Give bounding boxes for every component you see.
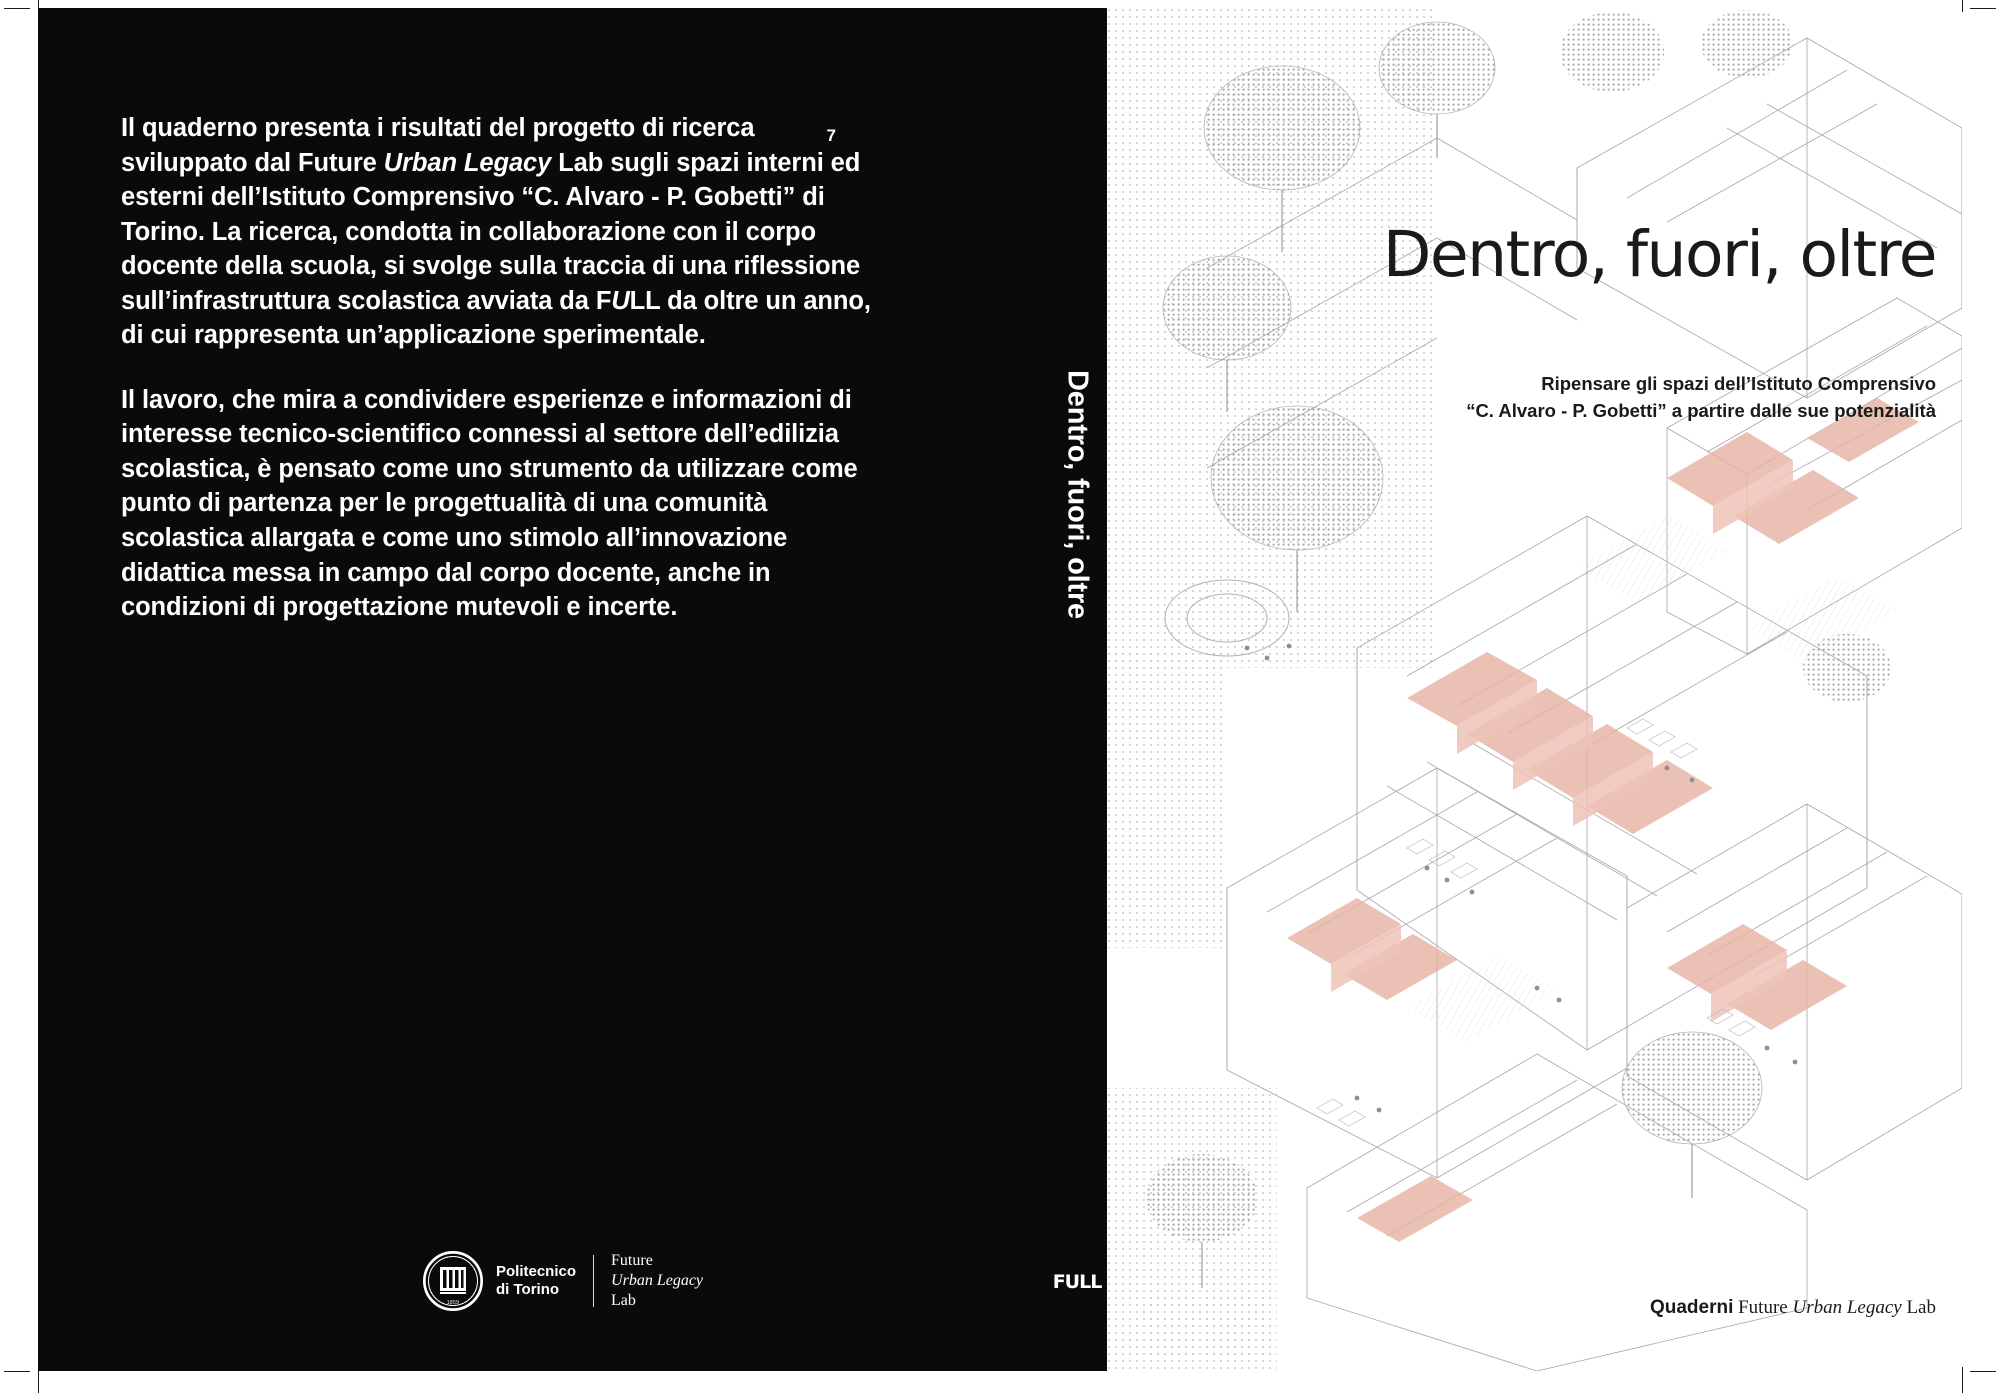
back-cover-panel <box>38 8 1047 1371</box>
full-lab-wordmark <box>611 1251 703 1311</box>
seal-year: 1859 <box>446 1300 460 1306</box>
series-label <box>1650 1297 1936 1319</box>
book-spine <box>1047 8 1107 1371</box>
blurb-run: LL <box>629 286 661 315</box>
lockup-divider <box>593 1255 594 1307</box>
blurb-run: Lab sugli spazi interni ed esterni dell’Istituto Comprensivo “C. Alvaro - P. Gobetti” di Torino. La ricerca, condotta in collaborazione con il corpo docente della scuola, si svolge sulla traccia di una riflessione sull’infrastruttura scolastica avviata da F <box>121 148 861 315</box>
crop-mark-bottom-left-h <box>4 1371 30 1372</box>
page-number: 7 <box>826 126 836 145</box>
full-line1: Future <box>611 1252 653 1269</box>
cover-subtitle-line2: “C. Alvaro - P. Gobetti” a partire dalle sue potenzialità <box>1466 399 1936 421</box>
series-label-future: Future <box>1733 1297 1793 1318</box>
spine-title: Dentro, fuori, oltre <box>1061 370 1094 619</box>
politecnico-line2: di Torino <box>496 1281 560 1298</box>
crop-mark-top-right-v <box>1962 0 1963 12</box>
politecnico-line1: Politecnico <box>496 1263 577 1281</box>
blurb-run: Il lavoro, che mira a condividere esperienze e informazioni di interesse tecnico-scientifico connessi al settore dell’edilizia scolastica, è pensato come uno strumento da utilizzare come punto di partenza per le progettualità di una comunità scolastica allargata e come uno stimolo all’innovazione didattica messa in campo dal corpo docente, anche in condizioni di progettazione mutevoli e incerte. <box>121 385 858 622</box>
full-logo-icon: FULL <box>1052 1271 1102 1293</box>
cover-subtitle-line1: Ripensare gli spazi dell’Istituto Comprensivo <box>1541 373 1936 394</box>
publisher-lockup <box>423 1251 703 1311</box>
full-line2: Urban Legacy <box>611 1272 704 1289</box>
series-label-lab: Lab <box>1901 1297 1936 1318</box>
series-label-quaderni: Quaderni <box>1649 1297 1734 1318</box>
blurb-run: Il quaderno presenta i risultati del progetto di ricerca sviluppato dal Future <box>121 114 755 177</box>
full-line3: Lab <box>611 1292 636 1309</box>
front-cover-panel <box>1107 8 1962 1371</box>
crop-mark-top-left-h <box>4 8 30 9</box>
blurb-run: U <box>611 286 630 315</box>
cover-title: Dentro, fuori, oltre <box>1382 218 1936 291</box>
blurb-run: Urban Legacy <box>383 148 552 177</box>
cover-subtitle <box>1376 371 1936 425</box>
back-cover-blurb <box>121 111 881 625</box>
blurb-run: da oltre un anno, di cui rappresenta un’applicazione sperimentale. <box>121 286 871 350</box>
axonometric-school-illustration <box>1107 8 1962 1371</box>
crop-mark-top-right-h <box>1970 8 1996 9</box>
crop-mark-bottom-right-h <box>1970 1371 1996 1372</box>
politecnico-seal-icon <box>423 1251 483 1311</box>
politecnico-wordmark <box>496 1263 576 1298</box>
blurb-paragraph-2 <box>121 383 881 625</box>
blurb-paragraph-1 <box>121 111 881 353</box>
crop-mark-bottom-right-v <box>1962 1367 1963 1393</box>
series-label-urban-legacy: Urban Legacy <box>1792 1297 1902 1318</box>
